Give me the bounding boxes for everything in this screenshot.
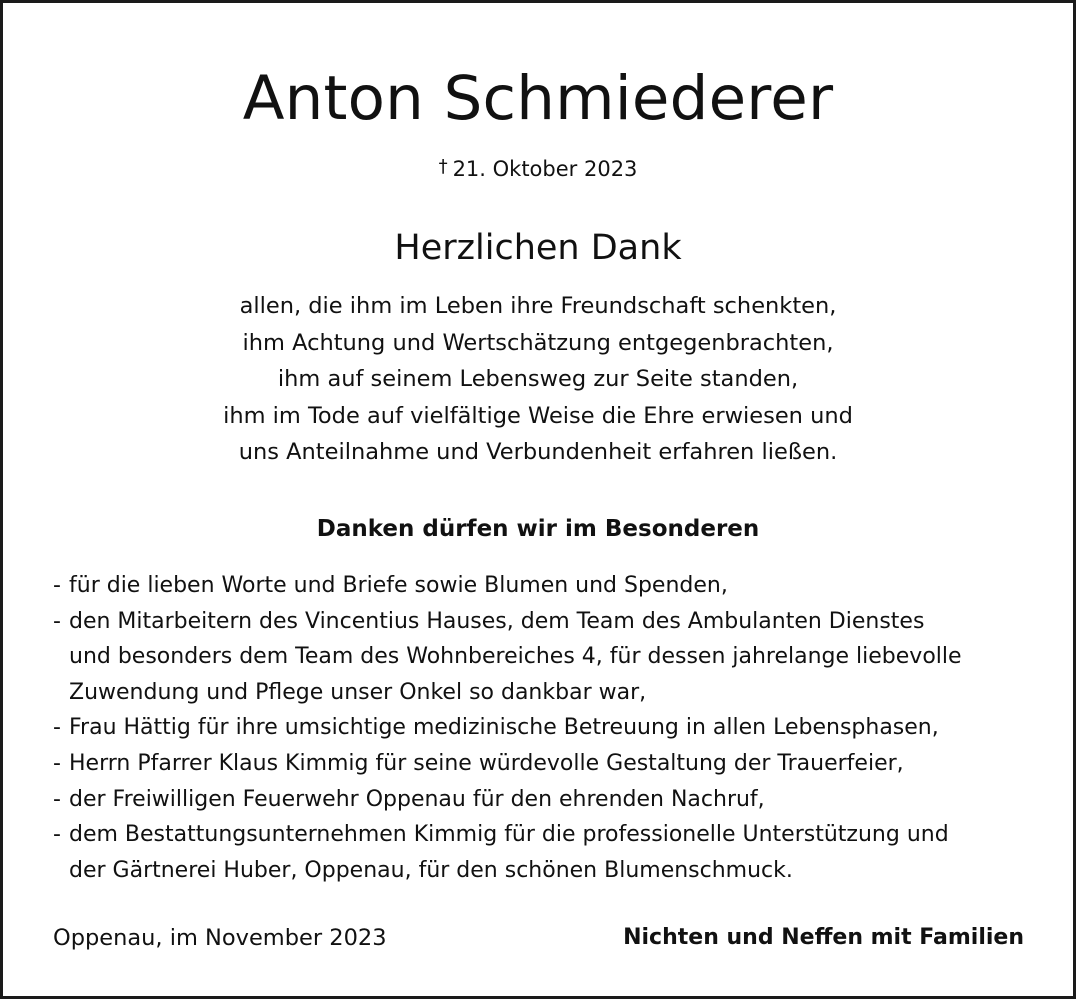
list-item xyxy=(53,746,962,782)
list-item xyxy=(53,710,962,746)
list-dash: - xyxy=(53,608,61,634)
special-thanks-heading: Danken dürfen wir im Besonderen xyxy=(316,516,760,542)
list-item-line: Frau Hättig für ihre umsichtige medizinische Betreuung in allen Lebensphasen, xyxy=(69,715,939,741)
deceased-name: Anton Schmiederer xyxy=(242,63,834,134)
list-item xyxy=(53,817,962,888)
death-date: 21. Oktober 2023 xyxy=(452,157,638,181)
list-item-line: der Freiwilligen Feuerwehr Oppenau für den ehrenden Nachruf, xyxy=(69,786,765,812)
intro-line: ihm auf seinem Lebensweg zur Seite standen, xyxy=(277,366,799,392)
intro-text xyxy=(3,288,1073,471)
thanks-heading: Herzlichen Dank xyxy=(394,228,682,268)
list-dash: - xyxy=(53,573,61,598)
intro-line: ihm im Tode auf vielfältige Weise die Ehre erwiesen und xyxy=(223,402,853,429)
dagger-icon: † xyxy=(438,156,448,177)
list-item-line: und besonders dem Team des Wohnbereiches 4, für dessen jahrelange liebevolle xyxy=(69,644,962,670)
list-item-line: der Gärtnerei Huber, Oppenau, für den schönen Blumenschmuck. xyxy=(69,857,793,883)
list-item-line: Herrn Pfarrer Klaus Kimmig für seine würdevolle Gestaltung der Trauerfeier, xyxy=(69,750,904,776)
place-and-date: Oppenau, im November 2023 xyxy=(53,925,387,951)
list-item-line: Zuwendung und Pflege unser Onkel so dankbar war, xyxy=(69,679,647,705)
list-item-line: für die lieben Worte und Briefe sowie Blumen und Spenden, xyxy=(69,573,728,598)
intro-line: allen, die ihm im Leben ihre Freundschaft schenkten, xyxy=(239,293,837,319)
signature: Nichten und Neffen mit Familien xyxy=(623,925,1024,950)
list-dash: - xyxy=(53,750,61,776)
list-item xyxy=(53,782,962,818)
list-dash: - xyxy=(53,786,61,812)
list-item-line: dem Bestattungsunternehmen Kimmig für die professionelle Unterstützung und xyxy=(69,822,949,848)
thanks-list xyxy=(53,568,962,888)
death-date-line xyxy=(3,153,1073,183)
list-item xyxy=(53,568,962,604)
intro-line: uns Anteilnahme und Verbundenheit erfahren ließen. xyxy=(238,439,838,465)
list-dash: - xyxy=(53,822,61,848)
intro-line: ihm Achtung und Wertschätzung entgegenbrachten, xyxy=(242,329,834,356)
list-item-line: den Mitarbeitern des Vincentius Hauses, dem Team des Ambulanten Dienstes xyxy=(69,608,925,634)
list-item xyxy=(53,604,962,711)
list-dash: - xyxy=(53,715,61,741)
